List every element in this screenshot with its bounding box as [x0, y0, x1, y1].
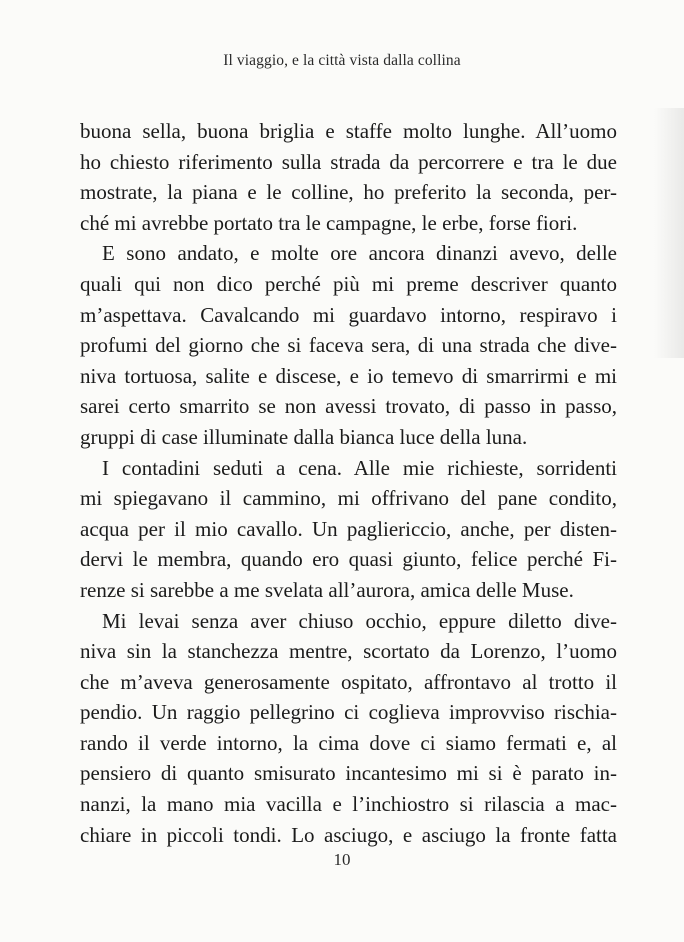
paragraph [80, 238, 617, 452]
text-line: I contadini seduti a cena. Alle mie richieste, sorridenti [102, 455, 617, 480]
text-line: profumi del giorno che si faceva sera, di una strada che dive- [80, 333, 617, 358]
text-line: mi spiegavano il cammino, mi offrivano del pane condito, [80, 486, 617, 511]
paragraph [80, 606, 617, 851]
paragraph [80, 116, 617, 238]
text-line: rando il verde intorno, la cima dove ci siamo fermati e, al [80, 730, 617, 755]
text-line: mostrate, la piana e le colline, ho preferito la seconda, per- [80, 180, 617, 205]
text-line: dervi le membra, quando ero quasi giunto, felice perché Fi- [80, 547, 617, 572]
text-line: E sono andato, e molte ore ancora dinanzi avevo, delle [102, 241, 617, 266]
text-line: ché mi avrebbe portato tra le campagne, le erbe, forse fiori. [80, 210, 578, 235]
text-line: Mi levai senza aver chiuso occhio, eppure diletto dive- [102, 608, 617, 633]
text-line: m’aspettava. Cavalcando mi guardavo intorno, respiravo i [80, 302, 617, 327]
text-line: gruppi di case illuminate dalla bianca luce della luna. [80, 424, 528, 449]
text-line: nanzi, la mano mia vacilla e l’inchiostro si rilascia a mac- [80, 792, 617, 817]
page-number: 10 [333, 850, 351, 869]
text-line: renze si sarebbe a me svelata all’aurora, amica delle Muse. [80, 577, 574, 602]
facing-page-shadow [654, 108, 684, 358]
running-head: Il viaggio, e la città vista dalla collina [223, 52, 461, 69]
text-line: ho chiesto riferimento sulla strada da percorrere e tra le due [80, 149, 617, 174]
text-line: pendio. Un raggio pellegrino ci coglieva improvviso rischia- [80, 700, 617, 725]
text-line: pensiero di quanto smisurato incantesimo mi si è parato in- [80, 761, 617, 786]
text-line: acqua per il mio cavallo. Un pagliericcio, anche, per disten- [80, 516, 617, 541]
text-line: niva tortuosa, salite e discese, e io temevo di smarrirmi e mi [80, 363, 617, 388]
text-line: chiare in piccoli tondi. Lo asciugo, e asciugo la fronte fatta [80, 822, 617, 847]
text-line: sarei certo smarrito se non avessi trovato, di passo in passo, [80, 394, 617, 419]
text-line: quali qui non dico perché più mi preme descriver quanto [80, 271, 617, 296]
text-line: che m’aveva generosamente ospitato, affrontavo al trotto il [80, 669, 617, 694]
paragraph [80, 453, 617, 606]
text-line: niva sin la stanchezza mentre, scortato da Lorenzo, l’uomo [80, 639, 617, 664]
body-text [80, 116, 617, 850]
text-line: buona sella, buona briglia e staffe molto lunghe. All’uomo [80, 119, 617, 143]
